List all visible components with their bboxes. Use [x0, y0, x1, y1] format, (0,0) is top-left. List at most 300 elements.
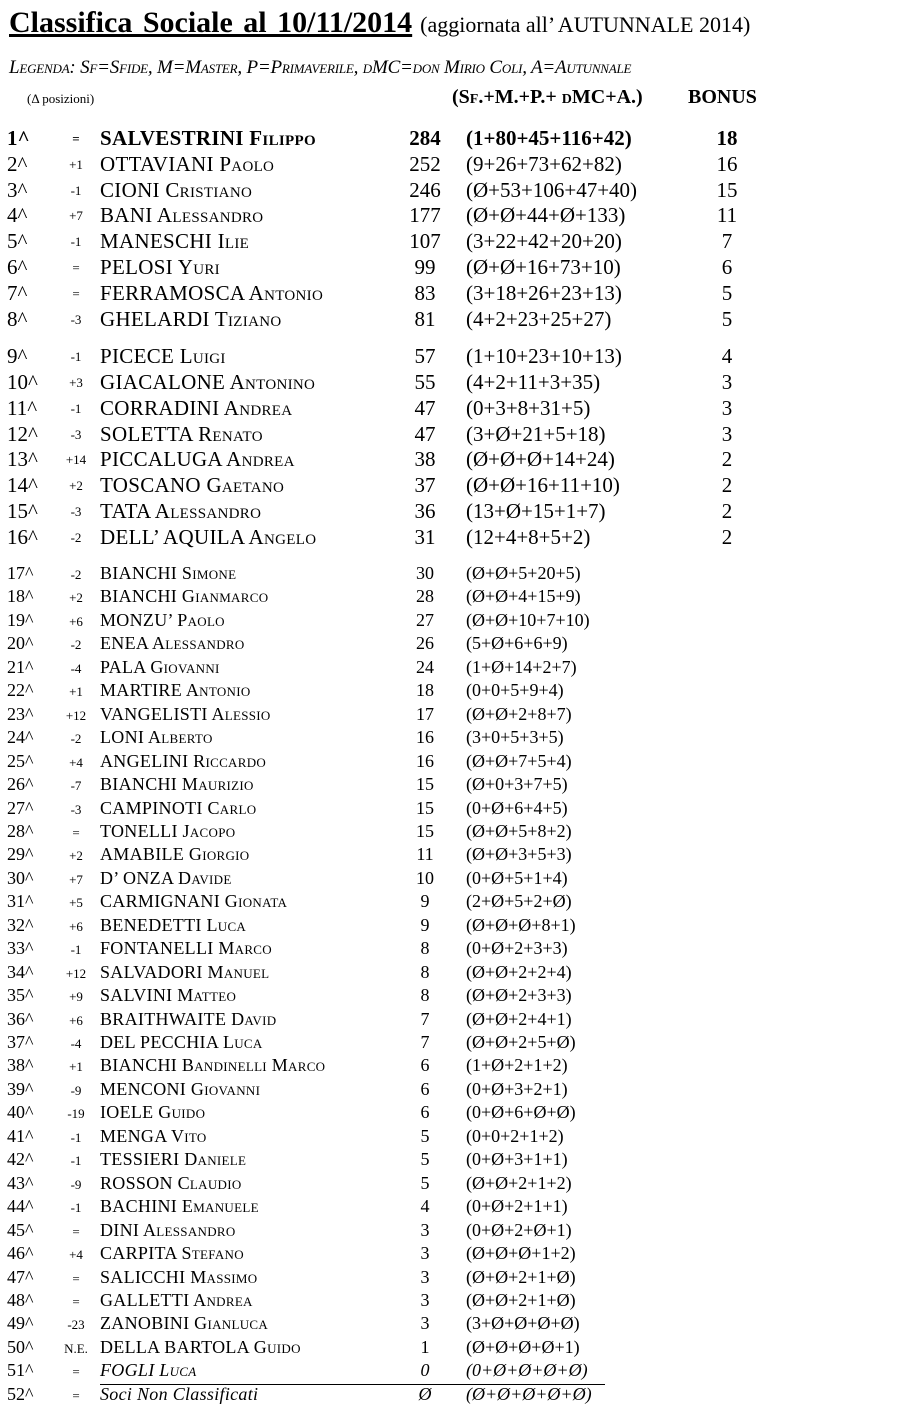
rank-position: 31^ — [7, 891, 34, 911]
total-points: 10 — [416, 868, 434, 888]
position-change: -4 — [70, 1036, 82, 1051]
player-name: DELL’ AQUILA Angelo — [100, 525, 317, 549]
position-change: -2 — [70, 637, 82, 652]
player-name: D’ ONZA Davide — [100, 868, 232, 888]
points-breakdown: (Ø+Ø+2+1+Ø) — [466, 1267, 576, 1287]
player-name: ROSSON Claudio — [100, 1173, 242, 1193]
table-row — [0, 563, 901, 586]
player-name: BRAITHWAITE David — [100, 1009, 277, 1029]
total-points: 3 — [420, 1290, 430, 1310]
delta-column-note: (Δ posizioni) — [27, 91, 95, 106]
rank-position: 10^ — [7, 370, 38, 394]
player-name: ANGELINI Riccardo — [100, 751, 267, 771]
table-row — [0, 1102, 901, 1125]
table-row — [0, 1079, 901, 1102]
rank-position: 35^ — [7, 985, 34, 1005]
rank-position: 40^ — [7, 1102, 34, 1122]
table-row — [0, 1243, 901, 1266]
legend: Legenda: Sf=Sfide, M=Master, P=Primaverile, dMC=don Mirio Coli, A=Autunnale — [9, 57, 632, 78]
player-name: Soci Non Classificati — [100, 1384, 259, 1404]
total-points: 3 — [420, 1243, 430, 1263]
total-points: 24 — [416, 657, 434, 677]
bonus-column-header: BONUS — [688, 86, 757, 108]
table-row — [0, 798, 901, 821]
rank-position: 4^ — [7, 203, 28, 227]
total-points: 17 — [416, 704, 434, 724]
points-breakdown: (0+0+5+9+4) — [466, 680, 564, 700]
player-name: MENGA Vito — [100, 1126, 207, 1146]
position-change: -9 — [70, 1083, 82, 1098]
position-change: +7 — [69, 208, 83, 223]
points-breakdown: (13+Ø+15+1+7) — [466, 499, 606, 523]
player-name: SALVADORI Manuel — [100, 962, 270, 982]
rank-position: 23^ — [7, 704, 34, 724]
table-row — [0, 680, 901, 703]
rank-position: 11^ — [7, 396, 38, 420]
points-breakdown: (0+Ø+3+2+1) — [466, 1079, 568, 1099]
position-change: +3 — [69, 375, 83, 390]
table-row — [0, 938, 901, 961]
points-breakdown: (4+2+11+3+35) — [466, 370, 601, 394]
player-name: IOELE Guido — [100, 1102, 206, 1122]
bonus-points: 4 — [721, 344, 733, 368]
position-change: = — [72, 1224, 80, 1239]
rank-position: 42^ — [7, 1149, 34, 1169]
position-change: = — [72, 1294, 80, 1309]
points-breakdown: (Ø+Ø+4+15+9) — [466, 586, 581, 606]
rank-position: 25^ — [7, 751, 34, 771]
total-points: 252 — [409, 152, 441, 176]
points-breakdown: (Ø+Ø+10+7+10) — [466, 610, 590, 630]
points-breakdown: (Ø+Ø+Ø+Ø+1) — [466, 1337, 580, 1357]
total-points: 47 — [414, 396, 436, 420]
rank-position: 8^ — [7, 307, 28, 331]
total-points: 4 — [420, 1196, 430, 1216]
rank-position: 32^ — [7, 915, 34, 935]
rank-position: 45^ — [7, 1220, 34, 1240]
rank-position: 43^ — [7, 1173, 34, 1193]
rank-position: 6^ — [7, 255, 28, 279]
table-row — [0, 727, 901, 750]
player-name: PICCALUGA Andrea — [100, 447, 295, 471]
table-row — [0, 1337, 901, 1360]
player-name: SALVESTRINI Filippo — [100, 126, 316, 150]
position-change: +4 — [69, 1247, 83, 1262]
rank-position: 15^ — [7, 499, 38, 523]
position-change: +6 — [69, 1013, 83, 1028]
table-row — [0, 1267, 901, 1290]
position-change: -4 — [70, 661, 82, 676]
bonus-points: 15 — [716, 178, 738, 202]
table-row — [0, 915, 901, 938]
player-name: BANI Alessandro — [100, 203, 264, 227]
total-points: 31 — [414, 525, 436, 549]
total-points: 57 — [414, 344, 436, 368]
player-name: BIANCHI Bandinelli Marco — [100, 1055, 326, 1075]
formula-column-header: (Sf.+M.+P.+ dMC+A.) — [452, 86, 643, 108]
points-breakdown: (Ø+0+3+7+5) — [466, 774, 568, 794]
points-breakdown: (3+Ø+21+5+18) — [466, 422, 606, 446]
rank-position: 3^ — [7, 178, 28, 202]
player-name: ZANOBINI Gianluca — [100, 1313, 269, 1333]
table-row — [0, 1149, 901, 1172]
position-change: -1 — [70, 1200, 82, 1215]
table-row — [0, 255, 901, 281]
points-breakdown: (Ø+Ø+2+4+1) — [466, 1009, 572, 1029]
position-change: -2 — [70, 567, 82, 582]
position-change: -3 — [70, 802, 82, 817]
player-name: GALLETTI Andrea — [100, 1290, 253, 1310]
table-row — [0, 229, 901, 255]
table-row — [0, 422, 901, 448]
position-change: -19 — [67, 1106, 85, 1121]
points-breakdown: (Ø+Ø+44+Ø+133) — [466, 203, 626, 227]
position-change: +6 — [69, 919, 83, 934]
table-row — [0, 396, 901, 422]
strikethrough-line — [100, 1384, 605, 1385]
rank-position: 46^ — [7, 1243, 34, 1263]
rank-position: 9^ — [7, 344, 28, 368]
points-breakdown: (Ø+Ø+2+3+3) — [466, 985, 572, 1005]
total-points: 16 — [416, 751, 434, 771]
points-breakdown: (12+4+8+5+2) — [466, 525, 591, 549]
table-row — [0, 447, 901, 473]
position-change: -9 — [70, 1177, 82, 1192]
player-name: MONZU’ Paolo — [100, 610, 225, 630]
rank-position: 51^ — [7, 1360, 34, 1380]
player-name: MARTIRE Antonio — [100, 680, 251, 700]
player-name: CIONI Cristiano — [100, 178, 253, 202]
total-points: 177 — [409, 203, 441, 227]
table-row — [0, 704, 901, 727]
total-points: 37 — [414, 473, 436, 497]
position-change: = — [72, 286, 80, 301]
table-row — [0, 370, 901, 396]
position-change: -1 — [70, 1153, 82, 1168]
total-points: 8 — [420, 962, 430, 982]
points-breakdown: (1+Ø+2+1+2) — [466, 1055, 568, 1075]
position-change: -1 — [70, 234, 82, 249]
points-breakdown: (0+3+8+31+5) — [466, 396, 591, 420]
points-breakdown: (Ø+Ø+16+73+10) — [466, 255, 621, 279]
total-points: 6 — [420, 1055, 430, 1075]
total-points: 6 — [420, 1102, 430, 1122]
total-points: 81 — [414, 307, 436, 331]
bonus-points: 7 — [721, 229, 733, 253]
rank-position: 37^ — [7, 1032, 34, 1052]
total-points: 3 — [420, 1313, 430, 1333]
table-row — [0, 633, 901, 656]
points-breakdown: (1+10+23+10+13) — [466, 344, 622, 368]
points-breakdown: (9+26+73+62+82) — [466, 152, 622, 176]
player-name: DELLA BARTOLA Guido — [100, 1337, 301, 1357]
position-change: +14 — [65, 452, 87, 467]
position-change: = — [72, 260, 80, 275]
points-breakdown: (2+Ø+5+2+Ø) — [466, 891, 572, 911]
bonus-points: 11 — [716, 203, 738, 227]
rank-position: 50^ — [7, 1337, 34, 1357]
table-row — [0, 1313, 901, 1336]
points-breakdown: (Ø+53+106+47+40) — [466, 178, 638, 202]
table-row — [0, 178, 901, 204]
table-row — [0, 1055, 901, 1078]
rank-position: 21^ — [7, 657, 34, 677]
total-points: 83 — [414, 281, 436, 305]
position-change: -3 — [70, 312, 82, 327]
total-points: 284 — [409, 126, 441, 150]
bonus-points: 16 — [716, 152, 738, 176]
table-row — [0, 1196, 901, 1219]
rank-position: 12^ — [7, 422, 38, 446]
rank-position: 5^ — [7, 229, 28, 253]
bonus-points: 3 — [721, 370, 733, 394]
table-row — [0, 610, 901, 633]
table-row — [0, 985, 901, 1008]
rank-position: 41^ — [7, 1126, 34, 1146]
total-points: 36 — [414, 499, 436, 523]
bonus-points: 3 — [721, 422, 733, 446]
rank-position: 29^ — [7, 844, 34, 864]
rank-position: 1^ — [7, 126, 30, 150]
player-name: GHELARDI Tiziano — [100, 307, 282, 331]
total-points: 38 — [414, 447, 436, 471]
player-name: CARMIGNANI Gionata — [100, 891, 288, 911]
position-change: +7 — [69, 872, 83, 887]
position-change: = — [72, 131, 80, 146]
total-points: 3 — [420, 1267, 430, 1287]
total-points: 1 — [420, 1337, 430, 1357]
table-row — [0, 844, 901, 867]
table-row — [0, 1009, 901, 1032]
bonus-points: 5 — [721, 307, 733, 331]
player-name: PALA Giovanni — [100, 657, 220, 677]
rank-position: 49^ — [7, 1313, 34, 1333]
table-row — [0, 344, 901, 370]
position-change: -2 — [70, 731, 82, 746]
rank-position: 14^ — [7, 473, 38, 497]
position-change: +9 — [69, 989, 83, 1004]
player-name: SALICCHI Massimo — [100, 1267, 258, 1287]
player-name: FONTANELLI Marco — [100, 938, 272, 958]
rank-position: 16^ — [7, 525, 38, 549]
points-breakdown: (Ø+Ø+16+11+10) — [466, 473, 620, 497]
position-change: +1 — [69, 684, 83, 699]
total-points: 47 — [414, 422, 436, 446]
player-name: TOSCANO Gaetano — [100, 473, 285, 497]
rank-position: 36^ — [7, 1009, 34, 1029]
points-breakdown: (3+0+5+3+5) — [466, 727, 564, 747]
position-change: +2 — [69, 478, 83, 493]
bonus-points: 2 — [721, 447, 733, 471]
total-points: 3 — [420, 1220, 430, 1240]
bonus-points: 3 — [721, 396, 733, 420]
position-change: N.E. — [64, 1341, 88, 1356]
points-breakdown: (Ø+Ø+Ø+1+2) — [466, 1243, 576, 1263]
player-name: TESSIERI Daniele — [100, 1149, 247, 1169]
points-breakdown: (Ø+Ø+Ø+Ø+Ø) — [466, 1384, 592, 1404]
table-row — [0, 891, 901, 914]
player-name: DEL PECCHIA Luca — [100, 1032, 263, 1052]
player-name: PELOSI Yuri — [100, 255, 220, 279]
position-change: +12 — [65, 708, 87, 723]
rank-position: 47^ — [7, 1267, 34, 1287]
points-breakdown: (3+22+42+20+20) — [466, 229, 622, 253]
points-breakdown: (3+18+26+23+13) — [466, 281, 622, 305]
total-points: 15 — [416, 798, 434, 818]
table-row — [0, 203, 901, 229]
table-row — [0, 1290, 901, 1313]
total-points: Ø — [418, 1384, 432, 1404]
player-name: FOGLI Luca — [100, 1360, 197, 1380]
total-points: 55 — [414, 370, 436, 394]
player-name: GIACALONE Antonino — [100, 370, 316, 394]
points-breakdown: (Ø+Ø+3+5+3) — [466, 844, 572, 864]
title-subtitle: (aggiornata all’ AUTUNNALE 2014) — [420, 12, 751, 37]
rank-position: 27^ — [7, 798, 34, 818]
bonus-points: 2 — [721, 473, 733, 497]
player-name: BIANCHI Maurizio — [100, 774, 254, 794]
position-change: +2 — [69, 590, 83, 605]
points-breakdown: (0+0+2+1+2) — [466, 1126, 564, 1146]
table-row — [0, 657, 901, 680]
player-name: BIANCHI Simone — [100, 563, 237, 583]
player-name: BACHINI Emanuele — [100, 1196, 259, 1216]
player-name: PICECE Luigi — [100, 344, 226, 368]
points-breakdown: (Ø+Ø+2+5+Ø) — [466, 1032, 576, 1052]
table-row — [0, 751, 901, 774]
player-name: VANGELISTI Alessio — [100, 704, 271, 724]
player-name: ENEA Alessandro — [100, 633, 245, 653]
player-name: TONELLI Jacopo — [100, 821, 236, 841]
table-row — [0, 1220, 901, 1243]
total-points: 0 — [420, 1360, 430, 1380]
position-change: +6 — [69, 614, 83, 629]
bonus-points: 2 — [721, 525, 733, 549]
table-row — [0, 1360, 901, 1383]
table-row — [0, 473, 901, 499]
total-points: 26 — [416, 633, 434, 653]
total-points: 5 — [420, 1126, 430, 1146]
position-change: +5 — [69, 895, 83, 910]
position-change: = — [72, 825, 80, 840]
total-points: 5 — [420, 1149, 430, 1169]
table-row — [0, 525, 901, 551]
points-breakdown: (0+Ø+2+Ø+1) — [466, 1220, 572, 1240]
table-row — [0, 499, 901, 525]
position-change: -1 — [70, 942, 82, 957]
position-change: -7 — [70, 778, 82, 793]
table-row — [0, 868, 901, 891]
player-name: LONI Alberto — [100, 727, 213, 747]
position-change: -1 — [70, 183, 82, 198]
table-row — [0, 281, 901, 307]
position-change: +1 — [69, 1059, 83, 1074]
position-change: = — [72, 1364, 80, 1379]
total-points: 18 — [416, 680, 434, 700]
total-points: 246 — [409, 178, 441, 202]
table-row — [0, 1384, 901, 1407]
total-points: 107 — [409, 229, 441, 253]
table-row — [0, 1126, 901, 1149]
points-breakdown: (Ø+Ø+2+8+7) — [466, 704, 572, 724]
points-breakdown: (Ø+Ø+7+5+4) — [466, 751, 572, 771]
points-breakdown: (0+Ø+2+1+1) — [466, 1196, 568, 1216]
total-points: 99 — [414, 255, 436, 279]
table-row — [0, 307, 901, 333]
total-points: 11 — [416, 844, 434, 864]
player-name: MANESCHI Ilie — [100, 229, 250, 253]
rank-position: 34^ — [7, 962, 34, 982]
rank-position: 24^ — [7, 727, 34, 747]
table-row — [0, 774, 901, 797]
points-breakdown: (0+Ø+3+1+1) — [466, 1149, 568, 1169]
player-name: DINI Alessandro — [100, 1220, 236, 1240]
player-name: AMABILE Giorgio — [100, 844, 250, 864]
points-breakdown: (Ø+Ø+2+1+Ø) — [466, 1290, 576, 1310]
points-breakdown: (0+Ø+5+1+4) — [466, 868, 568, 888]
table-row — [0, 1173, 901, 1196]
points-breakdown: (0+Ø+2+3+3) — [466, 938, 568, 958]
player-name: SALVINI Matteo — [100, 985, 237, 1005]
table-row — [0, 152, 901, 178]
player-name: CAMPINOTI Carlo — [100, 798, 257, 818]
position-change: -1 — [70, 1130, 82, 1145]
player-name: OTTAVIANI Paolo — [100, 152, 275, 176]
bonus-points: 5 — [721, 281, 733, 305]
total-points: 8 — [420, 985, 430, 1005]
table-row — [0, 586, 901, 609]
player-name: BIANCHI Gianmarco — [100, 586, 269, 606]
position-change: -3 — [70, 427, 82, 442]
points-breakdown: (Ø+Ø+5+8+2) — [466, 821, 572, 841]
rank-position: 52^ — [7, 1384, 34, 1404]
points-breakdown: (5+Ø+6+6+9) — [466, 633, 568, 653]
position-change: +2 — [69, 848, 83, 863]
rank-position: 20^ — [7, 633, 34, 653]
player-name: FERRAMOSCA Antonio — [100, 281, 324, 305]
points-breakdown: (3+Ø+Ø+Ø+Ø) — [466, 1313, 580, 1333]
player-name: CORRADINI Andrea — [100, 396, 293, 420]
points-breakdown: (0+Ø+Ø+Ø+Ø) — [466, 1360, 588, 1380]
position-change: +12 — [65, 966, 87, 981]
player-name: TATA Alessandro — [100, 499, 262, 523]
rank-position: 38^ — [7, 1055, 34, 1075]
position-change: -1 — [70, 349, 82, 364]
position-change: +4 — [69, 755, 83, 770]
player-name: BENEDETTI Luca — [100, 915, 247, 935]
total-points: 9 — [420, 891, 430, 911]
table-row — [0, 1032, 901, 1055]
rank-position: 44^ — [7, 1196, 34, 1216]
points-breakdown: (4+2+23+25+27) — [466, 307, 612, 331]
rank-position: 13^ — [7, 447, 38, 471]
position-change: = — [72, 1388, 80, 1403]
points-breakdown: (Ø+Ø+2+2+4) — [466, 962, 572, 982]
page-title — [9, 6, 899, 40]
total-points: 5 — [420, 1173, 430, 1193]
rank-position: 19^ — [7, 610, 34, 630]
rank-position: 7^ — [7, 281, 28, 305]
total-points: 15 — [416, 821, 434, 841]
rank-position: 22^ — [7, 680, 34, 700]
total-points: 28 — [416, 586, 434, 606]
position-change: -1 — [70, 401, 82, 416]
points-breakdown: (Ø+Ø+Ø+8+1) — [466, 915, 576, 935]
rank-position: 39^ — [7, 1079, 34, 1099]
total-points: 7 — [420, 1009, 430, 1029]
total-points: 9 — [420, 915, 430, 935]
position-change: -2 — [70, 530, 82, 545]
